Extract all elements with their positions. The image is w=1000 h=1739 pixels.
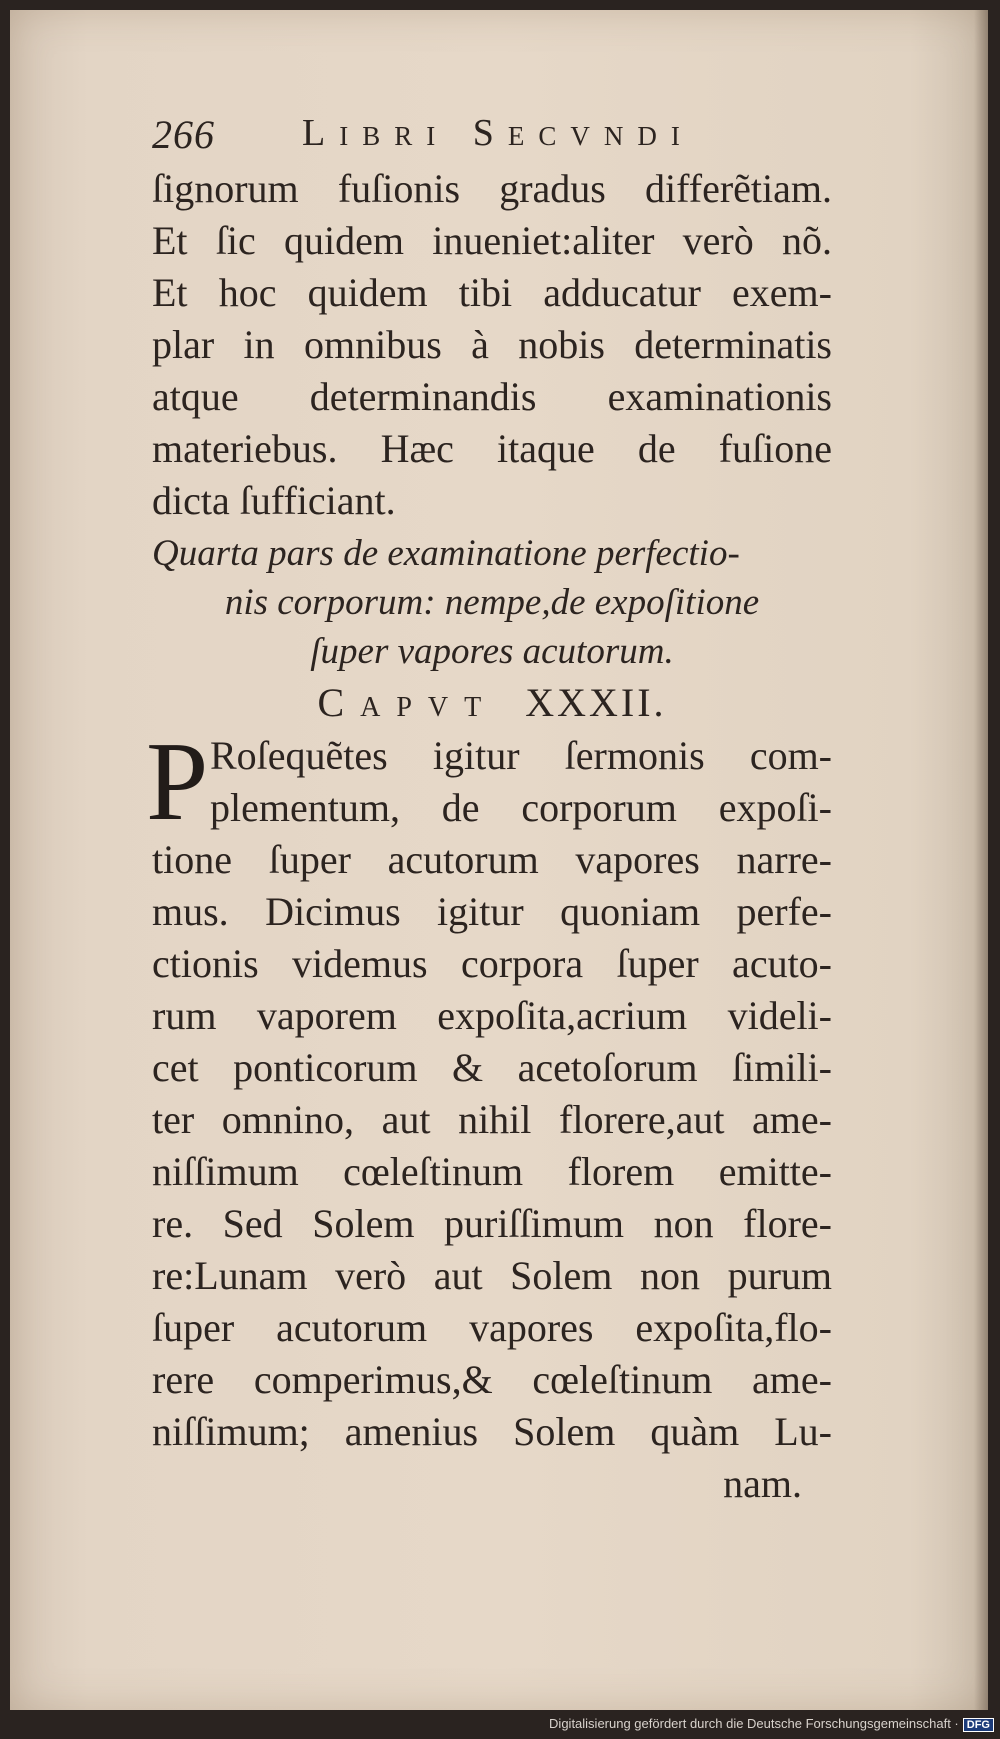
heading-line: ſuper vapores acutorum. <box>310 631 674 672</box>
running-title: Libri Secvndi <box>302 112 694 154</box>
text-line: ſignorum fuſionis gradus differẽtiam. <box>152 166 832 211</box>
text-block <box>146 105 832 1510</box>
chapter-number: XXXII. <box>525 680 667 725</box>
heading-line: nis corporum: nempe,de expoſitione <box>224 582 760 623</box>
text-line: ctionis videmus corpora ſuper acuto- <box>152 941 832 986</box>
text-line: Roſequẽtes igitur ſermonis com- <box>210 733 832 778</box>
text-line: mus. Dicimus igitur quoniam perfe- <box>152 889 832 934</box>
text-line: atque determinandis examinationis <box>152 374 832 419</box>
text-line: Et hoc quidem tibi adducatur exem- <box>152 270 832 315</box>
chapter-title <box>152 678 832 728</box>
book-page <box>10 10 988 1710</box>
text-line: plar in omnibus à nobis determinatis <box>152 322 832 367</box>
text-line: dicta ſufficiant. <box>152 478 396 523</box>
text-line: re:Lunam verò aut Solem non purum <box>152 1253 832 1298</box>
text-line: tione ſuper acutorum vapores narre- <box>152 837 832 882</box>
heading-line: Quarta pars de examinatione perfectio- <box>152 533 740 574</box>
text-line: niſſimum; amenius Solem quàm Lu- <box>152 1409 832 1454</box>
page-number: 266 <box>152 112 215 157</box>
catchword: nam. <box>723 1461 802 1506</box>
text-line: ter omnino, aut nihil florere,aut ame- <box>152 1097 832 1142</box>
digitization-credit <box>549 1716 994 1732</box>
dfg-logo: DFG <box>963 1718 994 1732</box>
drop-cap: P <box>146 720 209 844</box>
text-line: rum vaporem expoſita,acrium videli- <box>152 993 832 1038</box>
text-line: Et ſic quidem inueniet:aliter verò nõ. <box>152 218 832 263</box>
text-line: materiebus. Hæc itaque de fuſione <box>152 426 832 471</box>
running-head <box>152 105 832 163</box>
text-line: re. Sed Solem puriſſimum non flore- <box>152 1201 832 1246</box>
text-line: niſſimum cœleſtinum florem emitte- <box>152 1149 832 1194</box>
text-line: cet ponticorum & acetoſorum ſimili- <box>152 1045 832 1090</box>
text-line: rere comperimus,& cœleſtinum ame- <box>152 1357 832 1402</box>
credit-text: Digitalisierung gefördert durch die Deutsche Forschungsgemeinschaft · <box>549 1716 959 1731</box>
section-heading <box>152 529 832 676</box>
paragraph-1 <box>152 163 832 527</box>
paragraph-2 <box>146 720 832 1510</box>
text-line: ſuper acutorum vapores expoſita,flo- <box>152 1305 832 1350</box>
chapter-label: Capvt <box>317 680 498 725</box>
text-line: plementum, de corporum expoſi- <box>210 785 832 830</box>
